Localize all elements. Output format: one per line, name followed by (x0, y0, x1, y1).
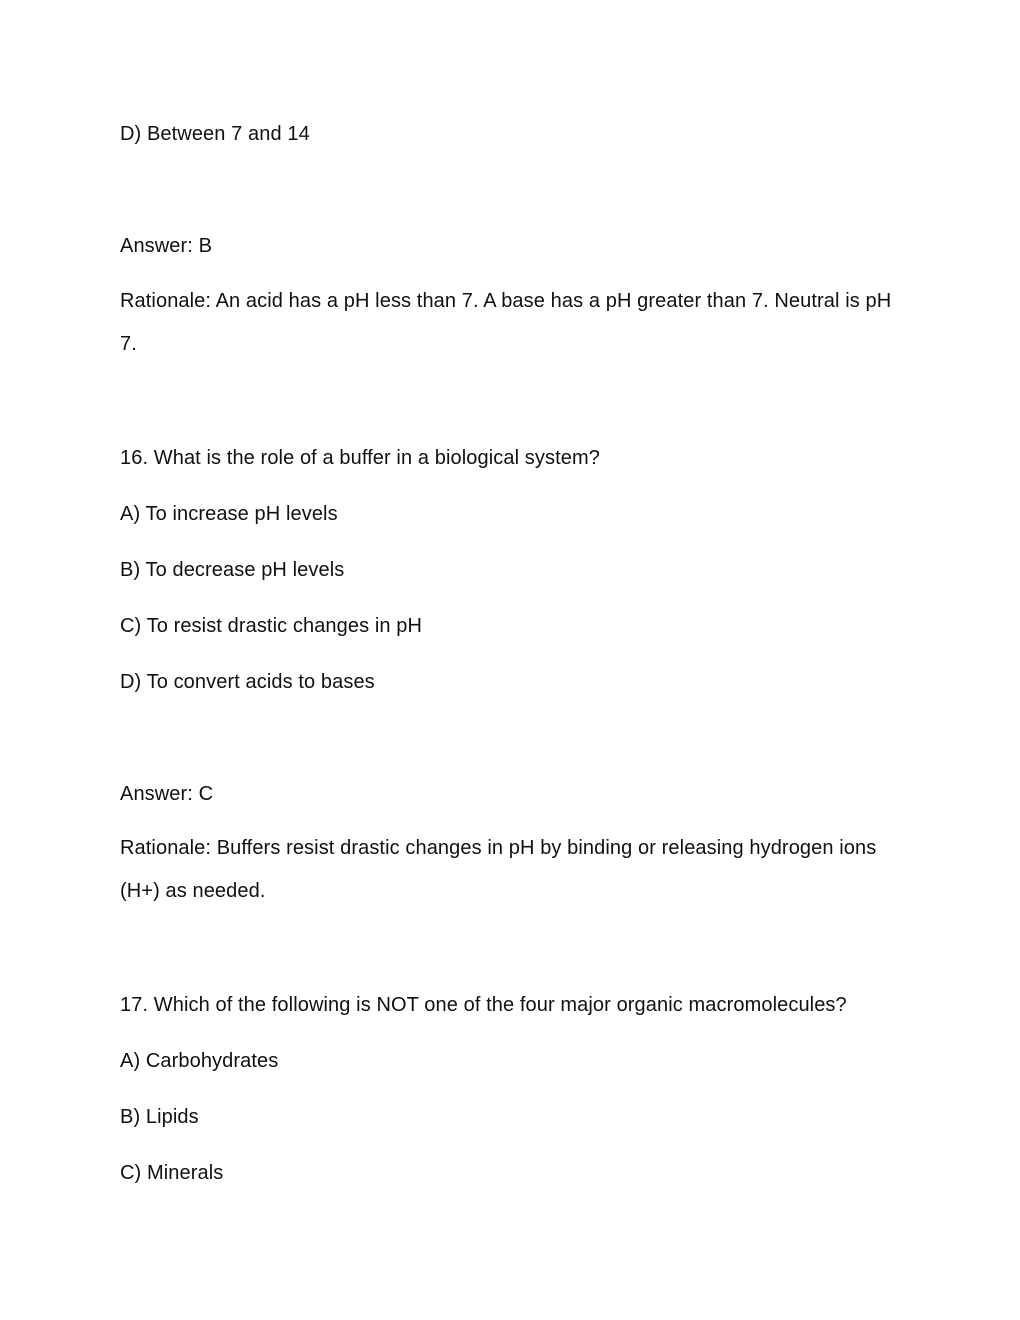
q17-option-b: B) Lipids (120, 1106, 199, 1128)
q15-answer: Answer: B (120, 235, 213, 257)
q17-option-c: C) Minerals (120, 1162, 224, 1184)
q16-rationale: Rationale: Buffers resist drastic changes in pH by binding or releasing hydrogen ions (H+) as needed. (120, 837, 877, 902)
q16-option-a: A) To increase pH levels (120, 503, 338, 525)
q15-rationale: Rationale: An acid has a pH less than 7. A base has a pH greater than 7. Neutral is pH 7. (120, 290, 892, 355)
q15-option-d: D) Between 7 and 14 (120, 123, 310, 145)
q16-option-c: C) To resist drastic changes in pH (120, 615, 423, 637)
q16-question: 16. What is the role of a buffer in a biological system? (120, 447, 600, 469)
q17-option-a: A) Carbohydrates (120, 1050, 279, 1072)
q16-option-d: D) To convert acids to bases (120, 671, 375, 693)
q17-question: 17. Which of the following is NOT one of the four major organic macromolecules? (120, 994, 847, 1016)
q16-option-b: B) To decrease pH levels (120, 559, 345, 581)
q16-answer: Answer: C (120, 783, 214, 805)
